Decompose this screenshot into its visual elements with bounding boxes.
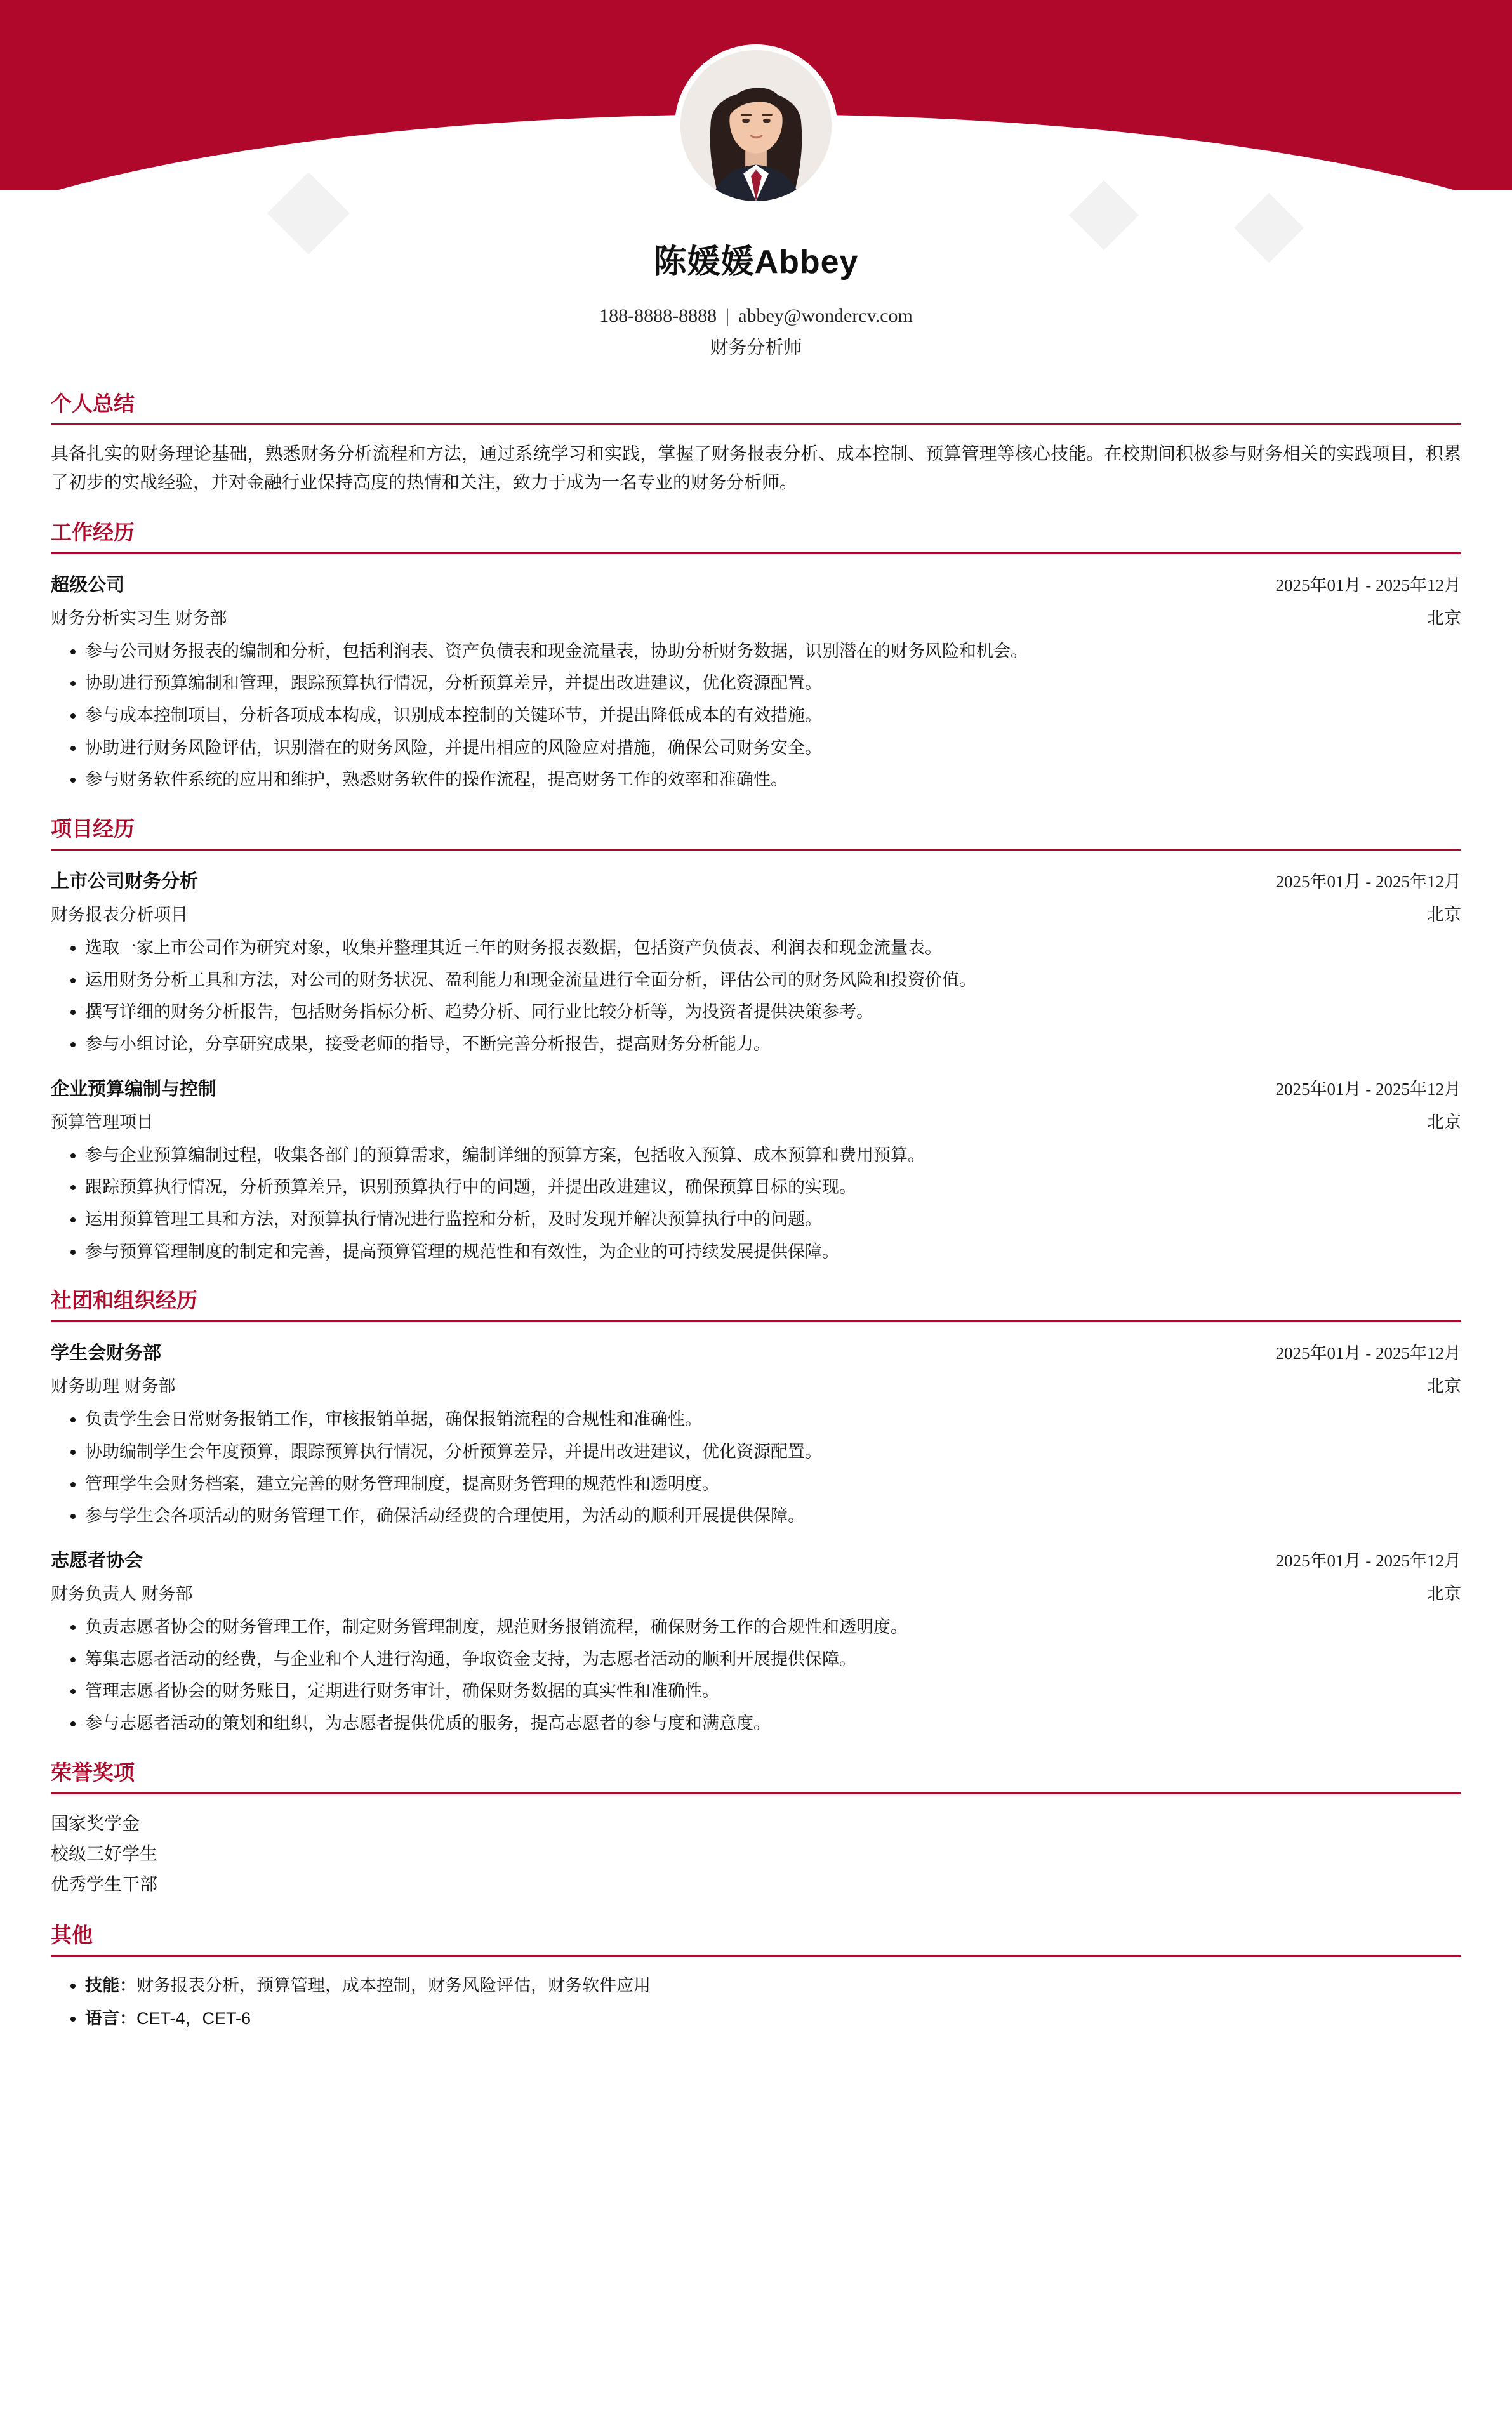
entry-bullets bbox=[51, 1613, 1461, 1737]
organization-entry bbox=[51, 1546, 1461, 1737]
section-title: 工作经历 bbox=[51, 520, 135, 544]
list-item: • 协助进行预算编制和管理，跟踪预算执行情况，分析预算差异，并提出改进建议，优化资源配置。 bbox=[85, 670, 1461, 697]
item-label: 语言： bbox=[85, 2009, 136, 2029]
list-item: • 管理志愿者协会的财务账目，定期进行财务审计，确保财务数据的真实性和准确性。 bbox=[85, 1678, 1461, 1705]
entry-subtitle: 财务分析实习生 财务部 bbox=[51, 608, 227, 628]
section-divider bbox=[51, 423, 1461, 425]
list-item: • 参与企业预算编制过程，收集各部门的预算需求，编制详细的预算方案，包括收入预算、成本预算和费用预算。 bbox=[85, 1142, 1461, 1169]
section-divider bbox=[51, 1955, 1461, 1957]
item-value: 财务报表分析，预算管理，成本控制，财务风险评估，财务软件应用 bbox=[136, 1975, 651, 1995]
entry-subtitle: 财务助理 财务部 bbox=[51, 1377, 176, 1396]
entry-date: 2025年01月 - 2025年12月 bbox=[1275, 1551, 1461, 1570]
entry-bullets bbox=[51, 934, 1461, 1058]
avatar bbox=[675, 44, 837, 207]
list-item: • 参与学生会各项活动的财务管理工作，确保活动经费的合理使用，为活动的顺利开展提供保障。 bbox=[85, 1502, 1461, 1530]
list-item: • 协助编制学生会年度预算，跟踪预算执行情况，分析预算差异，并提出改进建议，优化资源配置。 bbox=[85, 1438, 1461, 1466]
entry-location: 北京 bbox=[1427, 905, 1461, 924]
entry-bullets bbox=[51, 1142, 1461, 1266]
list-item: • 撰写详细的财务分析报告，包括财务指标分析、趋势分析、同行业比较分析等，为投资者提供决策参考。 bbox=[85, 998, 1461, 1026]
section-other bbox=[51, 1919, 1461, 2034]
entry-date: 2025年01月 - 2025年12月 bbox=[1275, 1344, 1461, 1363]
list-item: • 跟踪预算执行情况，分析预算差异，识别预算执行中的问题，并提出改进建议，确保预算目标的实现。 bbox=[85, 1174, 1461, 1201]
entry-location: 北京 bbox=[1427, 1112, 1461, 1132]
list-item: • 负责志愿者协会的财务管理工作，制定财务管理制度，规范财务报销流程，确保财务工作的合规性和透明度。 bbox=[85, 1613, 1461, 1641]
job-role: 财务分析师 bbox=[710, 338, 802, 358]
project-entry bbox=[51, 867, 1461, 1058]
entry-subtitle: 预算管理项目 bbox=[51, 1112, 154, 1132]
list-item: • 参与预算管理制度的制定和完善，提高预算管理的规范性和有效性，为企业的可持续发展提供保障。 bbox=[85, 1238, 1461, 1266]
list-item bbox=[85, 2004, 1461, 2033]
phone-text: 188-8888-8888 bbox=[599, 305, 717, 326]
item-label: 技能： bbox=[85, 1975, 136, 1995]
section-title: 荣誉奖项 bbox=[51, 1760, 135, 1784]
honors-list bbox=[51, 1808, 1461, 1900]
list-item: • 参与成本控制项目，分析各项成本构成，识别成本控制的关键环节，并提出降低成本的有效措施。 bbox=[85, 702, 1461, 729]
entry-location: 北京 bbox=[1427, 608, 1461, 628]
email-text: abbey@wondercv.com bbox=[738, 305, 913, 326]
entry-subtitle: 财务报表分析项目 bbox=[51, 905, 188, 924]
identity-block bbox=[0, 235, 1512, 359]
list-item: • 运用预算管理工具和方法，对预算执行情况进行监控和分析，及时发现并解决预算执行中的问题。 bbox=[85, 1206, 1461, 1233]
section-title: 项目经历 bbox=[51, 817, 135, 840]
section-title: 社团和组织经历 bbox=[51, 1288, 197, 1313]
list-item: • 管理学生会财务档案，建立完善的财务管理制度，提高财务管理的规范性和透明度。 bbox=[85, 1471, 1461, 1498]
organization-entry bbox=[51, 1339, 1461, 1530]
list-item: • 负责学生会日常财务报销工作，审核报销单据，确保报销流程的合规性和准确性。 bbox=[85, 1406, 1461, 1433]
section-title: 其他 bbox=[51, 1923, 93, 1947]
list-item: • 参与志愿者活动的策划和组织，为志愿者提供优质的服务，提高志愿者的参与度和满意度。 bbox=[85, 1710, 1461, 1737]
item-value: CET-4，CET-6 bbox=[136, 2009, 251, 2029]
entry-date: 2025年01月 - 2025年12月 bbox=[1275, 1079, 1461, 1099]
section-summary bbox=[51, 387, 1461, 497]
list-item: • 运用财务分析工具和方法，对公司的财务状况、盈利能力和现金流量进行全面分析，评估公司的财务风险和投资价值。 bbox=[85, 967, 1461, 994]
page-title: 陈媛媛Abbey bbox=[653, 244, 859, 281]
project-entry bbox=[51, 1075, 1461, 1266]
section-divider bbox=[51, 849, 1461, 851]
entry-subtitle: 财务负责人 财务部 bbox=[51, 1584, 193, 1603]
entry-title: 超级公司 bbox=[51, 574, 125, 595]
list-item: • 参与财务软件系统的应用和维护，熟悉财务软件的操作流程，提高财务工作的效率和准确性。 bbox=[85, 766, 1461, 793]
contact-separator: | bbox=[726, 305, 730, 326]
list-item bbox=[85, 1971, 1461, 2000]
summary-paragraph: 具备扎实的财务理论基础，熟悉财务分析流程和方法，通过系统学习和实践，掌握了财务报表分析、成本控制、预算管理等核心技能。在校期间积极参与财务相关的实践项目，积累了初步的实战经验，并对金融行业保持高度的热情和关注，致力于成为一名专业的财务分析师。 bbox=[51, 444, 1461, 493]
section-project-experience bbox=[51, 812, 1461, 1265]
experience-entry bbox=[51, 571, 1461, 793]
entry-date: 2025年01月 - 2025年12月 bbox=[1275, 872, 1461, 891]
list-item: • 参与小组讨论，分享研究成果，接受老师的指导，不断完善分析报告，提高财务分析能力。 bbox=[85, 1031, 1461, 1058]
entry-location: 北京 bbox=[1427, 1584, 1461, 1603]
section-divider bbox=[51, 552, 1461, 554]
list-item: • 选取一家上市公司作为研究对象，收集并整理其近三年的财务报表数据，包括资产负债表、利润表和现金流量表。 bbox=[85, 934, 1461, 962]
entry-title: 上市公司财务分析 bbox=[51, 871, 199, 892]
list-item: 优秀学生干部 bbox=[51, 1874, 158, 1894]
contact-line bbox=[0, 305, 1512, 327]
section-organization-experience bbox=[51, 1284, 1461, 1737]
resume-content bbox=[0, 387, 1512, 2082]
entry-bullets bbox=[51, 638, 1461, 793]
entry-title: 志愿者协会 bbox=[51, 1550, 143, 1571]
list-item: • 筹集志愿者活动的经费，与企业和个人进行沟通，争取资金支持，为志愿者活动的顺利开展提供保障。 bbox=[85, 1646, 1461, 1673]
entry-bullets bbox=[51, 1406, 1461, 1530]
entry-title: 学生会财务部 bbox=[51, 1343, 162, 1364]
section-work-experience bbox=[51, 516, 1461, 793]
entry-date: 2025年01月 - 2025年12月 bbox=[1275, 575, 1461, 595]
avatar-photo bbox=[680, 50, 832, 201]
section-honors bbox=[51, 1756, 1461, 1900]
section-divider bbox=[51, 1792, 1461, 1794]
entry-location: 北京 bbox=[1427, 1377, 1461, 1396]
list-item: 校级三好学生 bbox=[51, 1843, 158, 1864]
other-list bbox=[51, 1971, 1461, 2034]
section-title: 个人总结 bbox=[51, 392, 135, 415]
section-divider bbox=[51, 1320, 1461, 1322]
entry-title: 企业预算编制与控制 bbox=[51, 1078, 217, 1099]
list-item: • 协助进行财务风险评估，识别潜在的财务风险，并提出相应的风险应对措施，确保公司财务安全。 bbox=[85, 734, 1461, 762]
list-item: 国家奖学金 bbox=[51, 1813, 140, 1833]
list-item: • 参与公司财务报表的编制和分析，包括利润表、资产负债表和现金流量表，协助分析财务数据，识别潜在的财务风险和机会。 bbox=[85, 638, 1461, 665]
